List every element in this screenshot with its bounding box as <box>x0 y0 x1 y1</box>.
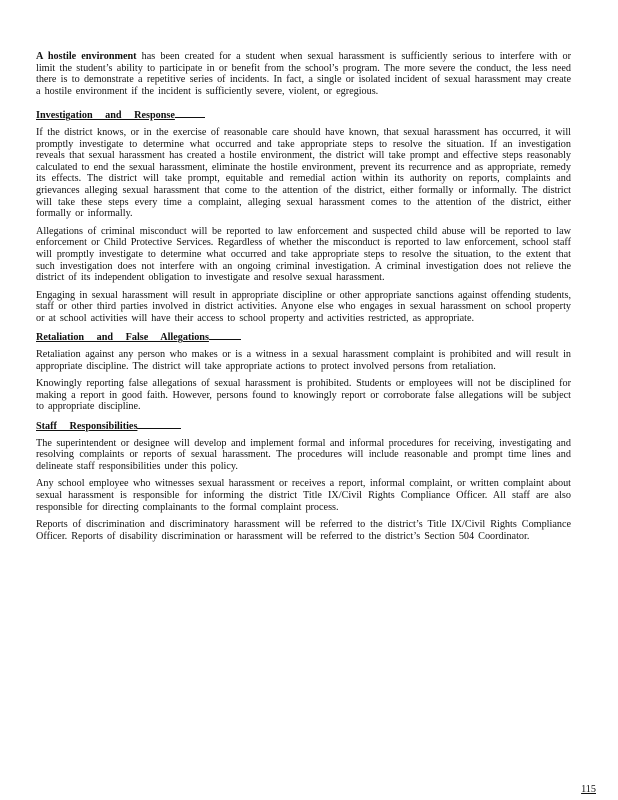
staff-paragraph-1: The superintendent or designee will develop and implement formal and informal procedures for receiving, investigating and resolving complaints or reports of sexual harassment. The procedures will include reasonable and prompt time lines and delineate staff responsibilities under this policy. <box>36 437 571 472</box>
investigation-paragraph-3: Engaging in sexual harassment will result in appropriate discipline or other appropriate sanctions against offending students, staff or other third parties involved in district activities. Anyone else who engages in sexual harassment on school property or at school activities will have their access to school property and activities restricted, as appropriate. <box>36 289 571 324</box>
retaliation-paragraph-1: Retaliation against any person who makes or is a witness in a sexual harassment complaint is prohibited and will result in appropriate discipline. The district will take appropriate actions to protect involved persons from retaliation. <box>36 349 571 372</box>
section-heading-staff: Staff Responsibilities <box>36 420 571 433</box>
document-page <box>36 51 571 542</box>
retaliation-paragraph-2: Knowingly reporting false allegations of sexual harassment is prohibited. Students or employees will not be disciplined for making a report in good faith. However, persons found to knowingly report or corroborate false allegations will be subject to appropriate discipline. <box>36 378 571 413</box>
section-heading-investigation: Investigation and Response <box>36 109 571 122</box>
intro-lead-term: A hostile environment <box>36 51 137 62</box>
page-number: 115 <box>581 784 596 795</box>
staff-paragraph-2: Any school employee who witnesses sexual harassment or receives a report, informal complaint, or written complaint about sexual harassment is responsible for informing the district Title IX/Civil Rights Compliance Officer. All staff are also responsible for directing complainants to the formal complaint process. <box>36 478 571 513</box>
investigation-paragraph-2: Allegations of criminal misconduct will be reported to law enforcement and suspected child abuse will be reported to law enforcement or Child Protective Services. Regardless of whether the misconduct is reported to law enforcement, school staff will promptly investigate to determine what occurred and take appropriate steps to resolve the situation, to the extent that such investigation does not interfere with an ongoing criminal investigation. A criminal investigation does not relieve the district of its independent obligation to investigate and resolve sexual harassment. <box>36 225 571 284</box>
section-heading-retaliation: Retaliation and False Allegations <box>36 331 571 344</box>
investigation-paragraph-1: If the district knows, or in the exercise of reasonable care should have known, that sexual harassment has occurred, it will promptly investigate to determine what occurred and take appropriate steps to resolve the situation. If an investigation reveals that sexual harassment has created a hostile environment, the district will take prompt and effective steps reasonably calculated to end the sexual harassment, eliminate the hostile environment, prevent its recurrence and as appropriate, remedy its effects. The district will take prompt, equitable and remedial action within its authority on reports, complaints and grievances alleging sexual harassment that come to the attention of the district, either formally or informally. The district will take these steps every time a complaint, alleging sexual harassment comes to the attention of the district, either formally or informally. <box>36 126 571 220</box>
intro-body: has been created for a student when sexual harassment is sufficiently serious to interfere with or limit the student’s ability to participate in or benefit from the school’s program. The more severe the conduct, the less need there is to demonstrate a repetitive series of incidents. In fact, a single or isolated incident of sexual harassment may create a hostile environment if the incident is sufficiently severe, violent, or egregious. <box>36 51 571 97</box>
intro-paragraph <box>36 51 571 97</box>
staff-paragraph-3: Reports of discrimination and discriminatory harassment will be referred to the district’s Title IX/Civil Rights Compliance Officer. Reports of disability discrimination or harassment will be referred to the district’s Section 504 Coordinator. <box>36 519 571 542</box>
